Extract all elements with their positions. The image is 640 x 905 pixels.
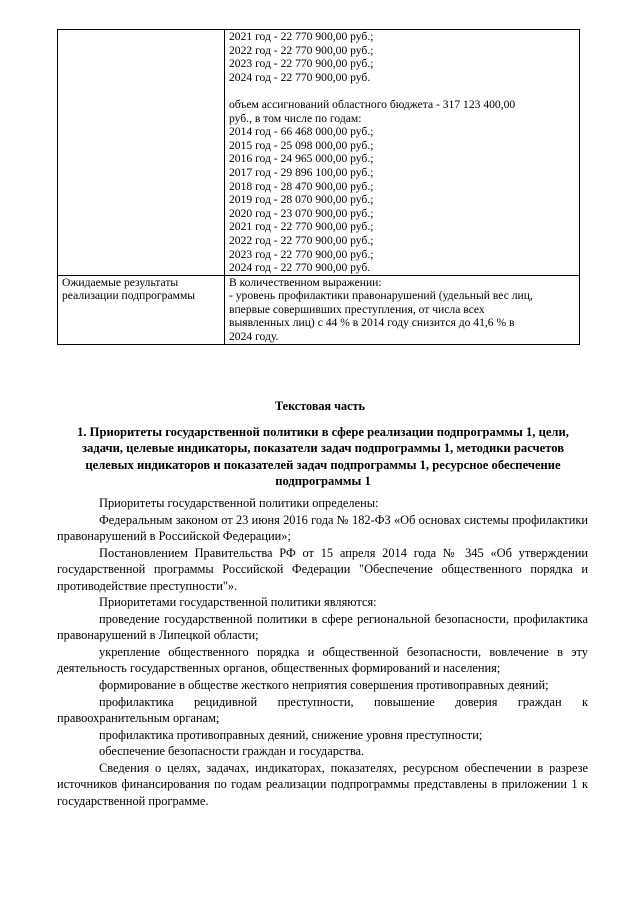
value-line: 2023 год - 22 770 900,00 руб.; <box>229 57 374 71</box>
blank-line <box>229 84 575 98</box>
value-line: 2021 год - 22 770 900,00 руб.; <box>229 30 374 43</box>
row-label-cell <box>58 275 225 344</box>
value-line: 2016 год - 24 965 000,00 руб.; <box>229 152 374 166</box>
value-line: объем ассигнований областного бюджета - 317 123 400,00 <box>229 97 516 111</box>
value-line: 2014 год - 66 468 000,00 руб.; <box>229 125 374 139</box>
value-line: впервые совершивших преступления, от числа всех <box>229 302 485 316</box>
section-heading: 1. Приоритеты государственной политики в сфере реализации подпрограммы 1, цели, задачи, целевые индикаторы, показатели задач подпрограммы 1, методики расчетов целевых индикаторов и показателей задач подпрограммы 1, ресурсное обеспечение подпрограммы 1 <box>77 425 569 488</box>
section-title: Текстовая часть <box>275 399 365 413</box>
row-label-line: реализации подпрограммы <box>62 289 196 303</box>
paragraph: Федеральным законом от 23 июня 2016 года № 182-ФЗ «Об основах системы профилактики правонарушений в Российской Федерации»; <box>57 512 588 544</box>
value-line: 2015 год - 25 098 000,00 руб.; <box>229 138 374 152</box>
value-line: 2018 год - 28 470 900,00 руб.; <box>229 179 374 193</box>
value-line: 2024 год - 22 770 900,00 руб. <box>229 70 371 84</box>
value-line: 2021 год - 22 770 900,00 руб.; <box>229 220 374 234</box>
program-passport-table <box>57 29 580 345</box>
paragraph: Сведения о целях, задачах, индикаторах, показателях, ресурсном обеспечении в разрезе источников финансирования по годам реализации подпрограммы представлены в приложении 1 к государственной программе. <box>57 760 588 808</box>
table-row <box>58 275 580 344</box>
value-line: руб., в том числе по годам: <box>229 111 362 125</box>
paragraph: проведение государственной политики в сфере региональной безопасности, профилактика правонарушений в Липецкой области; <box>57 611 588 643</box>
row-value-cell <box>225 30 580 276</box>
value-line: 2022 год - 22 770 900,00 руб.; <box>229 43 374 57</box>
value-line: 2024 год - 22 770 900,00 руб. <box>229 261 371 275</box>
table-row <box>58 30 580 276</box>
paragraph: Постановлением Правительства РФ от 15 апреля 2014 года № 345 «Об утверждении государственной программы Российской Федерации "Обеспечение общественного порядка и противодействие преступности"». <box>57 545 588 593</box>
value-line: - уровень профилактики правонарушений (удельный вес лиц, <box>229 289 533 303</box>
value-line: 2023 год - 22 770 900,00 руб.; <box>229 247 374 261</box>
row-label-line: Ожидаемые результаты <box>62 275 179 289</box>
paragraph: Приоритеты государственной политики определены: <box>99 496 379 510</box>
paragraph: профилактика противоправных деяний, снижение уровня преступности; <box>99 727 483 742</box>
value-line: выявленных лиц) с 44 % в 2014 году снизится до 41,6 % в <box>229 316 515 330</box>
paragraph: обеспечение безопасности граждан и государства. <box>99 744 365 759</box>
paragraph: Приоритетами государственной политики являются: <box>99 595 377 610</box>
value-line: 2020 год - 23 070 900,00 руб.; <box>229 206 374 220</box>
row-value-cell <box>225 275 580 344</box>
value-line: 2017 год - 29 896 100,00 руб.; <box>229 165 374 179</box>
paragraph: профилактика рецидивной преступности, повышение доверия граждан к правоохранительным органам; <box>57 694 588 726</box>
value-line: 2019 год - 28 070 900,00 руб.; <box>229 193 374 207</box>
body-text <box>57 495 588 809</box>
paragraph: формирование в обществе жесткого неприятия совершения противоправных деяний; <box>99 678 549 693</box>
value-line: В количественном выражении: <box>229 275 382 289</box>
value-line: 2024 году. <box>229 330 279 344</box>
row-label-cell <box>58 30 225 276</box>
paragraph: укрепление общественного порядка и общественной безопасности, вовлечение в эту деятельность государственных органов, общественных формирований и населения; <box>57 644 588 676</box>
value-line: 2022 год - 22 770 900,00 руб.; <box>229 233 374 247</box>
